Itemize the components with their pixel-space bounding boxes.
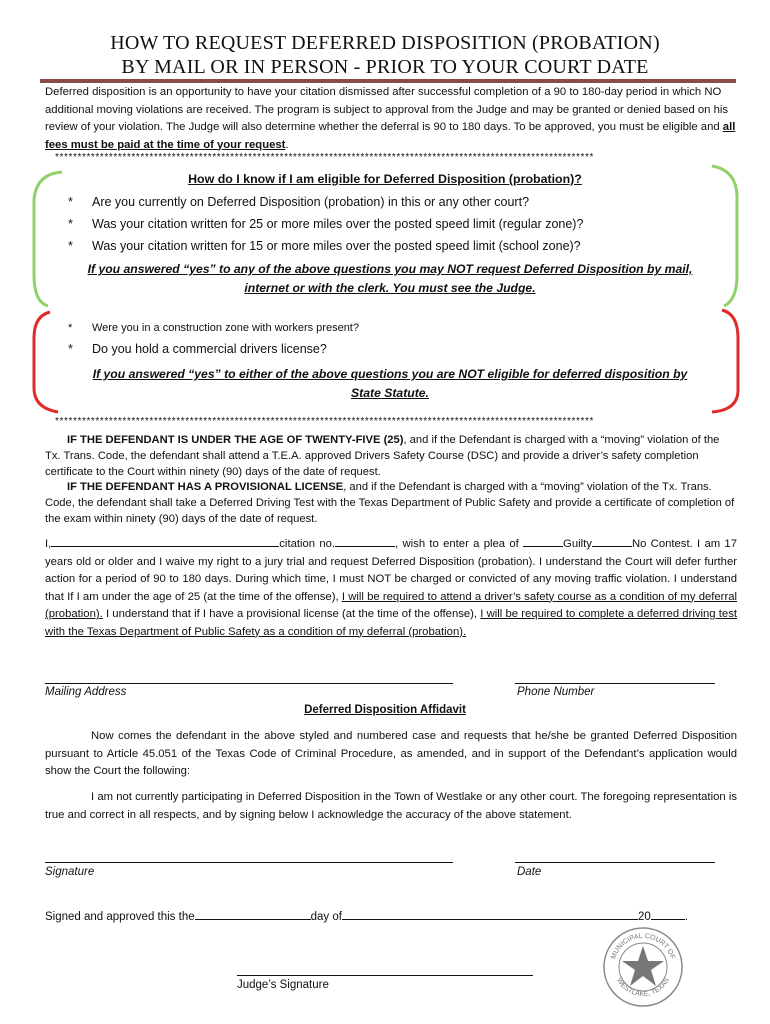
question-text: Was your citation written for 25 or more miles over the posted speed limit (regular zone)? xyxy=(92,217,584,231)
provisional-paragraph xyxy=(45,479,737,527)
list-item xyxy=(0,217,770,237)
plea-text: , wish to enter a plea of xyxy=(395,538,524,550)
defendant-name-field[interactable] xyxy=(51,535,279,547)
affidavit-paragraph-2: I am not currently participating in Deferred Disposition in the Town of Westlake or any other court. The foregoing representation is true and correct in all respects, and by signing below I acknowledge the accuracy of the above statement. xyxy=(45,791,737,821)
statement-body: I am 17 years old or older and I waive my right to a jury trial and request Deferred Disposition (probation). I understand the Court will defer further action for a period of 90 to 180 days. During which time, I must NOT be charged or convicted of any moving traffic violation. I understand that If I am under the age of 25 (at the time of the offense), xyxy=(45,538,737,603)
affidavit-heading: Deferred Disposition Affidavit xyxy=(304,704,466,716)
driving-test-condition: I will be required to complete a deferred driving test with the Texas Department of Public Safety as a condition of my deferral (probation). xyxy=(45,608,737,638)
date-label: Date xyxy=(517,866,542,878)
fees-notice: all fees must be paid at the time of your request xyxy=(45,121,736,151)
statement-i: I, xyxy=(45,538,52,550)
page-title-line1: HOW TO REQUEST DEFERRED DISPOSITION (PROBATION) xyxy=(110,32,660,54)
citation-label: citation no. xyxy=(279,538,336,550)
phone-number-label: Phone Number xyxy=(517,686,595,698)
title-divider xyxy=(40,79,736,83)
approval-day-of-label: day of xyxy=(310,911,342,923)
intro-paragraph xyxy=(45,84,737,154)
warning-statute-text-2: deferred disposition by xyxy=(552,367,688,381)
signature-line[interactable] xyxy=(45,862,453,863)
seal-text-top: MUNICIPAL COURT OF xyxy=(610,932,676,961)
question-text: Was your citation written for 15 or more miles over the posted speed limit (school zone)? xyxy=(92,239,581,253)
warning-statute-line1 xyxy=(60,365,720,384)
list-item xyxy=(0,195,770,215)
approval-day-field[interactable] xyxy=(195,908,311,920)
list-item xyxy=(0,342,770,362)
under-25-heading: IF THE DEFENDANT IS UNDER THE AGE OF TWENTY-FIVE (25) xyxy=(67,434,404,446)
mailing-address-label: Mailing Address xyxy=(45,686,127,698)
judge-signature-label: Judge’s Signature xyxy=(237,979,329,991)
statement-mid: I understand that if I have a provisional license (at the time of the offense), xyxy=(102,608,481,620)
approval-line xyxy=(45,908,735,923)
approval-end: . xyxy=(684,911,688,923)
seal-text-bottom: WESTLAKE, TEXAS xyxy=(615,977,671,999)
affidavit-paragraph-1: Now comes the defendant in the above styled and numbered case and requests that he/she be granted Deferred Disposition pursuant to Article 45.051 of the Texas Code of Criminal Procedure, as amended, and in support of the Defendant’s application would show the Court the following: xyxy=(45,730,737,777)
intro-end: . xyxy=(285,138,289,151)
under-25-text: , and if the Defendant is charged with a “moving” violation of the Tx. Trans. Code, the defendant shall attend a T.E.A. approved Drivers Safety Course (DSC) and provide a driver’s safety completion certificate to the Court within ninety (90) days of the date of request. xyxy=(45,434,720,478)
approval-month-field[interactable] xyxy=(342,908,638,920)
warning-see-judge-line1: If you answered “yes” to any of the above questions you may NOT request Deferred Disposition by mail, xyxy=(87,262,693,276)
citation-number-field[interactable] xyxy=(335,535,395,547)
question-text: Do you hold a commercial drivers license? xyxy=(92,342,327,356)
judge-signature-line[interactable] xyxy=(237,975,533,976)
court-seal xyxy=(602,926,684,1008)
under-25-paragraph xyxy=(45,432,737,480)
mailing-address-line[interactable] xyxy=(45,683,453,684)
bullet: * xyxy=(68,217,73,231)
warning-statute-line2: State Statute. xyxy=(351,386,429,400)
warning-see-judge-line2: internet or with the clerk. You must see the Judge. xyxy=(244,281,536,295)
question-text: Are you currently on Deferred Disposition (probation) in this or any other court? xyxy=(92,195,530,209)
intro-text: Deferred disposition is an opportunity to have your citation dismissed after successful completion of a 90 to 180-day period in which NO additional moving violations are received. The program is subject to approval from the Judge and may be granted or denied based on his review of your violation. The Judge will also determine whether the deferral is 90 to 180 days. To be approved, you must be eligible and xyxy=(45,86,729,133)
star-icon xyxy=(622,946,664,986)
guilty-label: Guilty xyxy=(563,538,592,550)
list-item xyxy=(0,239,770,259)
list-item xyxy=(0,322,770,340)
provisional-heading: IF THE DEFENDANT HAS A PROVISIONAL LICENSE xyxy=(67,481,344,493)
no-contest-field[interactable] xyxy=(592,535,632,547)
defendant-statement xyxy=(45,535,737,641)
approval-signed-label: Signed and approved this the xyxy=(45,911,195,923)
question-text: Were you in a construction zone with workers present? xyxy=(92,322,359,334)
dsc-condition: I will be required to attend a driver’s safety course as a condition of my deferral (probation). xyxy=(45,590,737,620)
bullet: * xyxy=(68,239,73,253)
phone-number-line[interactable] xyxy=(515,683,715,684)
bullet: * xyxy=(68,322,73,334)
star-separator-top: ************************************************************************************************************************ xyxy=(55,152,594,163)
provisional-text: , and if the Defendant is charged with a “moving” violation of the Tx. Trans. Code, the defendant shall take a Deferred Driving Test with the Texas Department of Public Safety and provide a certificate of completion of the exam within ninety (90) days of the date of request. xyxy=(45,481,735,525)
star-separator-bottom: ************************************************************************************************************************ xyxy=(55,416,594,427)
date-line[interactable] xyxy=(515,862,715,863)
guilty-field[interactable] xyxy=(523,535,563,547)
signature-label: Signature xyxy=(45,866,95,878)
bullet: * xyxy=(68,342,73,356)
eligibility-heading: How do I know if I am eligible for Deferred Disposition (probation)? xyxy=(188,172,582,186)
approval-year-prefix: 20 xyxy=(637,911,651,923)
page-title-line2: BY MAIL OR IN PERSON - PRIOR TO YOUR COURT DATE xyxy=(121,56,649,78)
approval-year-field[interactable] xyxy=(651,908,685,920)
bullet: * xyxy=(68,195,73,209)
no-contest-label: No Contest. xyxy=(631,538,693,550)
warning-statute-text: If you answered “yes” to either of the above questions you are NOT eligible for xyxy=(92,367,553,381)
